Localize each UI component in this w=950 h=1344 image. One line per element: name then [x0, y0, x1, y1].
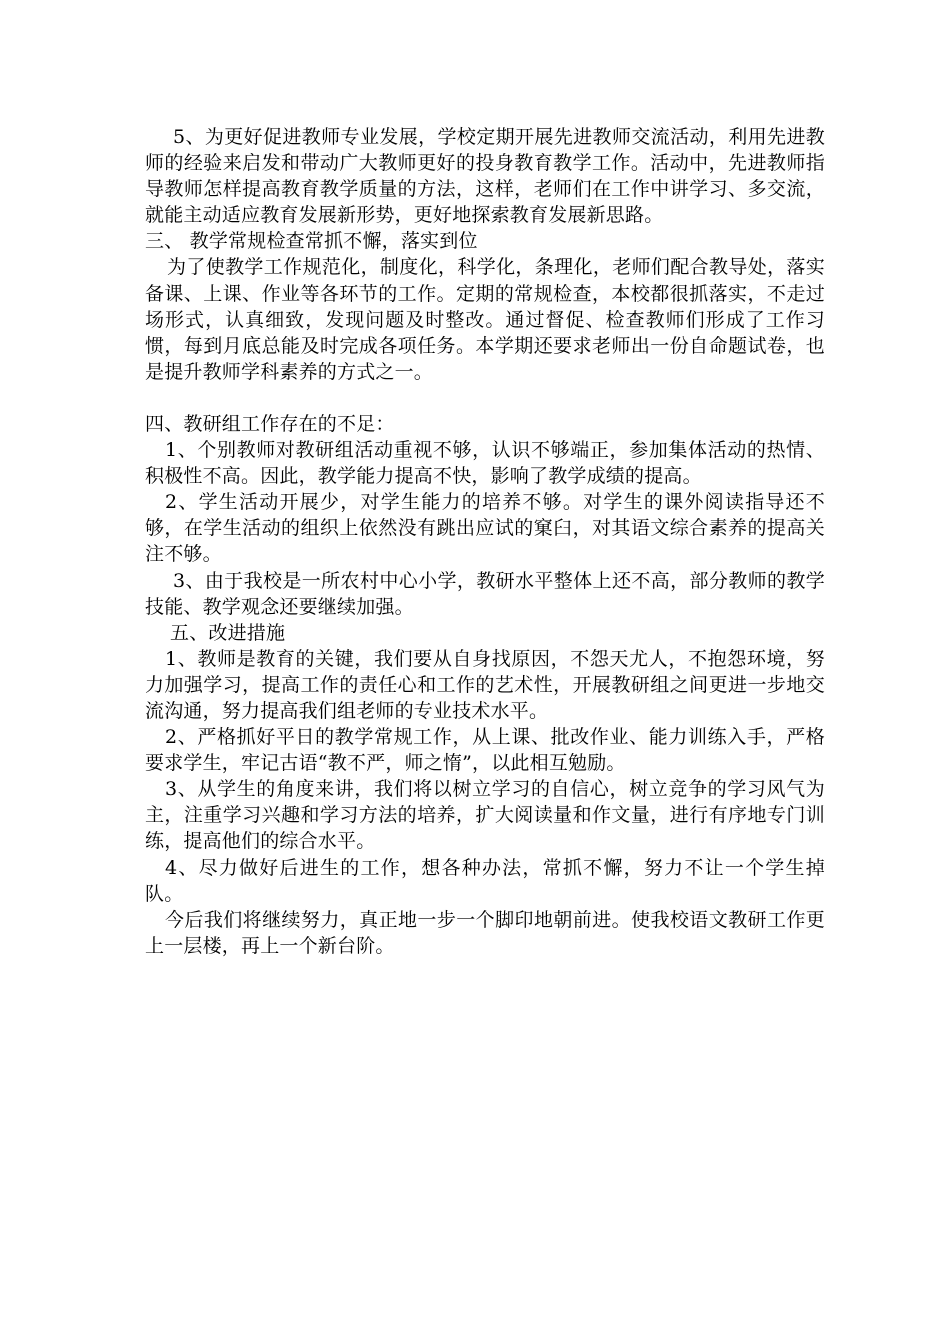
list-item-improvement-3: 3、从学生的角度来讲，我们将以树立学习的自信心，树立竞争的学习风气为主，注重学习兴趣和学习方法的培养，扩大阅读量和作文量，进行有序地专门训练，提高他们的综合水平。 — [145, 778, 825, 853]
paragraph-routine-inspection: 为了使教学工作规范化，制度化，科学化，条理化，老师们配合教导处，落实备课、上课、作业等各环节的工作。定期的常规检查，本校都很抓落实，不走过场形式，认真细致，发现问题及时整改。通过督促、检查教师们形成了工作习惯，每到月底总能及时完成各项任务。本学期还要求老师出一份自命题试卷，也是提升教师学科素养的方式之一。 — [145, 256, 825, 383]
document-page — [145, 124, 825, 959]
list-item-improvement-2: 2、严格抓好平日的教学常规工作，从上课、批改作业、能力训练入手，严格要求学生，牢记古语“教不严，师之惰”，以此相互勉励。 — [145, 726, 825, 775]
list-item-improvement-4: 4、尽力做好后进生的工作，想各种办法，常抓不懈，努力不让一个学生掉队。 — [145, 856, 825, 905]
section-heading-shortcomings: 四、教研组工作存在的不足： — [145, 412, 395, 435]
list-item-shortcoming-1: 1、个别教师对教研组活动重视不够，认识不够端正，参加集体活动的热情、积极性不高。因此，教学能力提高不快，影响了教学成绩的提高。 — [145, 439, 825, 488]
section-heading-improvements: 五、改进措施 — [170, 621, 286, 644]
list-item-improvement-1: 1、教师是教育的关键，我们要从自身找原因，不怨天尤人，不抱怨环境，努力加强学习，提高工作的责任心和工作的艺术性，开展教研组之间更进一步地交流沟通，努力提高我们组老师的专业技术水平。 — [145, 647, 825, 722]
paragraph-advanced-teacher-exchange: 5、为更好促进教师专业发展，学校定期开展先进教师交流活动，利用先进教师的经验来启发和带动广大教师更好的投身教育教学工作。活动中，先进教师指导教师怎样提高教育教学质量的方法，这样，老师们在工作中讲学习、多交流，就能主动适应教育发展新形势，更好地探索教育发展新思路。 — [145, 126, 825, 227]
section-heading-routine-inspection: 三、 教学常规检查常抓不懈，落实到位 — [145, 230, 478, 253]
paragraph-spacer — [145, 385, 825, 411]
list-item-shortcoming-2: 2、学生活动开展少，对学生能力的培养不够。对学生的课外阅读指导还不够，在学生活动的组织上依然没有跳出应试的窠臼，对其语文综合素养的提高关注不够。 — [145, 491, 825, 566]
paragraph-conclusion: 今后我们将继续努力，真正地一步一个脚印地朝前进。使我校语文教研工作更上一层楼，再上一个新台阶。 — [145, 908, 825, 957]
list-item-shortcoming-3: 3、由于我校是一所农村中心小学，教研水平整体上还不高，部分教师的教学技能、教学观念还要继续加强。 — [145, 569, 825, 618]
